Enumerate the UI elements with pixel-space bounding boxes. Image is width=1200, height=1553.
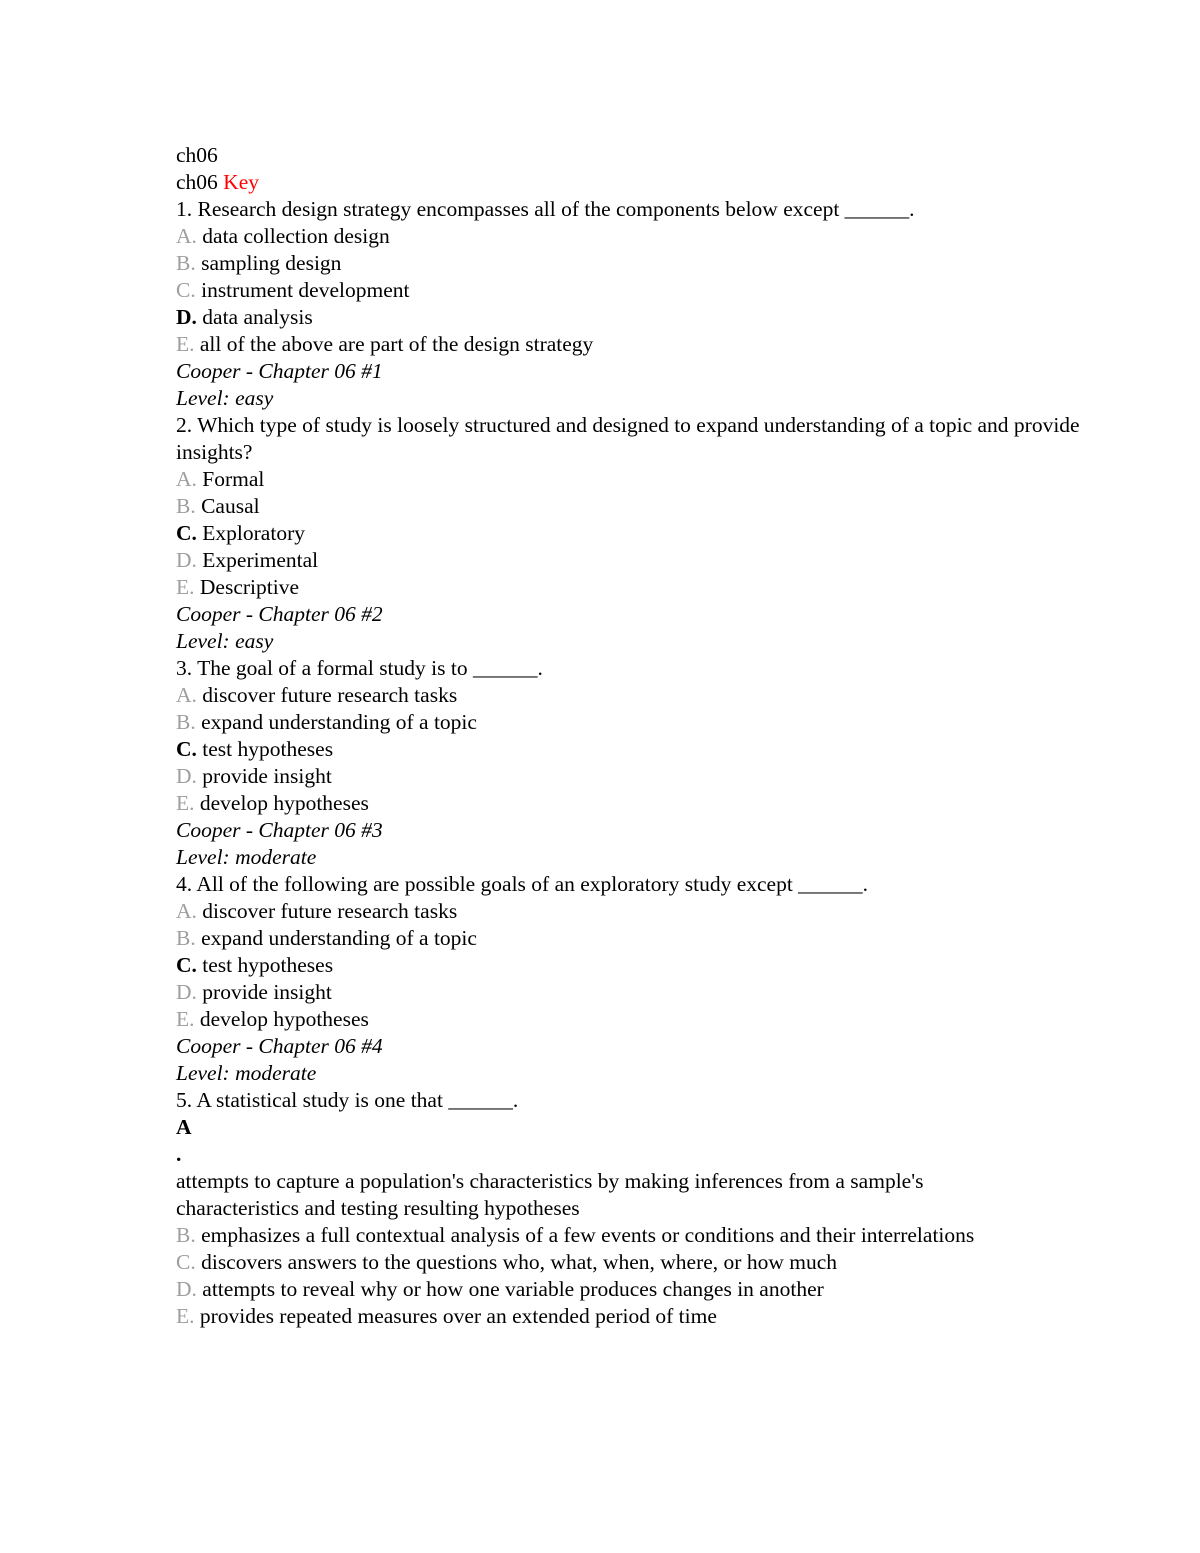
question-level: Level: moderate: [176, 845, 317, 869]
option-a: A. discover future research tasks: [176, 683, 458, 707]
document-page: [176, 142, 1080, 1330]
option-a: A. data collection design: [176, 224, 390, 248]
question-source: Cooper - Chapter 06 #1: [176, 359, 383, 383]
option-d: D. Experimental: [176, 548, 319, 572]
option-d-correct: D. data analysis: [176, 305, 313, 329]
option-e: E. develop hypotheses: [176, 1007, 369, 1031]
option-a: A. Formal: [176, 467, 265, 491]
option-d: D. provide insight: [176, 980, 332, 1004]
doc-title: ch06: [176, 143, 218, 167]
question-source: Cooper - Chapter 06 #2: [176, 602, 383, 626]
question-5: [176, 1087, 1016, 1330]
option-d: D. provide insight: [176, 764, 332, 788]
option-b: B. Causal: [176, 494, 260, 518]
question-level: Level: moderate: [176, 1061, 317, 1085]
option-d: D. attempts to reveal why or how one variable produces changes in another: [176, 1277, 824, 1301]
option-c-correct: C. Exploratory: [176, 521, 305, 545]
option-e: E. Descriptive: [176, 575, 299, 599]
option-c-correct: C. test hypotheses: [176, 737, 334, 761]
option-e: E. all of the above are part of the design strategy: [176, 332, 594, 356]
option-c-correct: C. test hypotheses: [176, 953, 334, 977]
question-level: Level: easy: [176, 386, 274, 410]
option-a: A. discover future research tasks: [176, 899, 458, 923]
question-4: [176, 871, 1016, 1087]
question-stem-line-1: 2. Which type of study is loosely structured and designed to expand understanding of a topic and provide: [176, 413, 1080, 437]
question-stem: 4. All of the following are possible goals of an exploratory study except ______.: [176, 872, 869, 896]
question-2: [176, 412, 1080, 655]
answer-letter-correct: A: [176, 1115, 192, 1139]
option-b: B. emphasizes a full contextual analysis of a few events or conditions and their interrelations: [176, 1223, 975, 1247]
option-b: B. expand understanding of a topic: [176, 710, 477, 734]
option-b: B. expand understanding of a topic: [176, 926, 477, 950]
option-b: B. sampling design: [176, 251, 342, 275]
answer-dot: .: [176, 1142, 182, 1166]
question-source: Cooper - Chapter 06 #3: [176, 818, 383, 842]
option-e: E. provides repeated measures over an extended period of time: [176, 1304, 717, 1328]
option-c: C. discovers answers to the questions who, what, when, where, or how much: [176, 1250, 838, 1274]
question-stem-line-2: insights?: [176, 440, 253, 464]
question-level: Level: easy: [176, 629, 274, 653]
doc-subtitle: ch06 Key: [176, 170, 259, 194]
question-stem: 3. The goal of a formal study is to ______.: [176, 656, 543, 680]
question-1: [176, 196, 1016, 412]
question-source: Cooper - Chapter 06 #4: [176, 1034, 383, 1058]
question-stem: 5. A statistical study is one that ______.: [176, 1088, 519, 1112]
answer-text: attempts to capture a population's characteristics by making inferences from a sample's characteristics and testing resulting hypotheses: [176, 1169, 924, 1220]
question-3: [176, 655, 1016, 871]
key-label: Key: [223, 170, 259, 194]
question-stem: 1. Research design strategy encompasses all of the components below except ______.: [176, 197, 915, 221]
option-c: C. instrument development: [176, 278, 410, 302]
option-e: E. develop hypotheses: [176, 791, 369, 815]
